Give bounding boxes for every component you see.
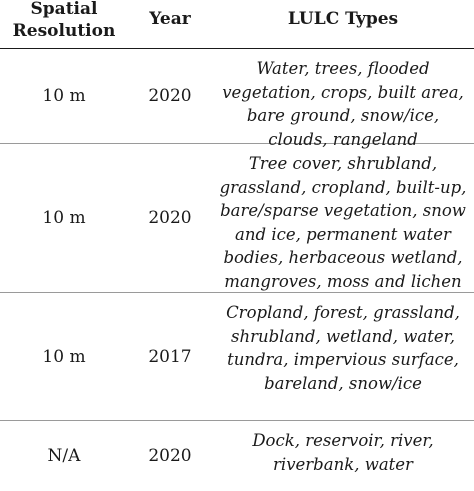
header-spatial-resolution [0, 0, 128, 42]
type-line: Tree cover, shrubland, [248, 154, 438, 173]
type-line: Dock, reservoir, river, [252, 431, 434, 450]
cell-year: 2017 [148, 346, 192, 367]
header-spatial-resolution-line: Resolution [12, 21, 116, 41]
cell-resolution: N/A [47, 446, 81, 466]
table-header [0, 0, 474, 49]
header-year: Year [149, 9, 191, 29]
type-line: bodies, herbaceous wetland, [223, 248, 463, 267]
type-line: vegetation, crops, built area, [222, 82, 464, 102]
type-line: bare ground, snow/ice, [246, 106, 440, 125]
header-lulc-types: LULC Types [287, 9, 399, 29]
header-spatial-resolution-line: Spatial [30, 0, 98, 19]
cell-resolution: 10 m [42, 346, 86, 367]
table-row [0, 421, 474, 491]
type-line: mangroves, moss and lichen [224, 271, 462, 291]
type-line: and ice, permanent water [235, 224, 451, 244]
type-line: shrubland, wetland, water, [231, 326, 455, 346]
cell-year: 2020 [148, 446, 192, 466]
cell-lulc-types [212, 293, 474, 404]
type-line: riverbank, water [273, 454, 413, 474]
type-line: clouds, rangeland [268, 129, 418, 149]
type-line: Cropland, forest, grassland, [226, 303, 460, 322]
cell-resolution: 10 m [42, 208, 86, 228]
table-row [0, 144, 474, 293]
type-line: grassland, cropland, built-up, [219, 177, 467, 197]
cell-resolution: 10 m [42, 86, 86, 106]
type-line: bareland, snow/ice [264, 373, 422, 393]
cell-year: 2020 [148, 86, 192, 106]
type-line: tundra, impervious surface, [227, 350, 459, 369]
table-row [0, 293, 474, 421]
table-row [0, 49, 474, 149]
cell-year: 2020 [148, 208, 192, 228]
type-line: Water, trees, flooded [256, 59, 430, 78]
type-line: bare/sparse vegetation, snow [220, 201, 466, 220]
cell-lulc-types [212, 144, 474, 302]
cell-lulc-types [212, 421, 474, 485]
